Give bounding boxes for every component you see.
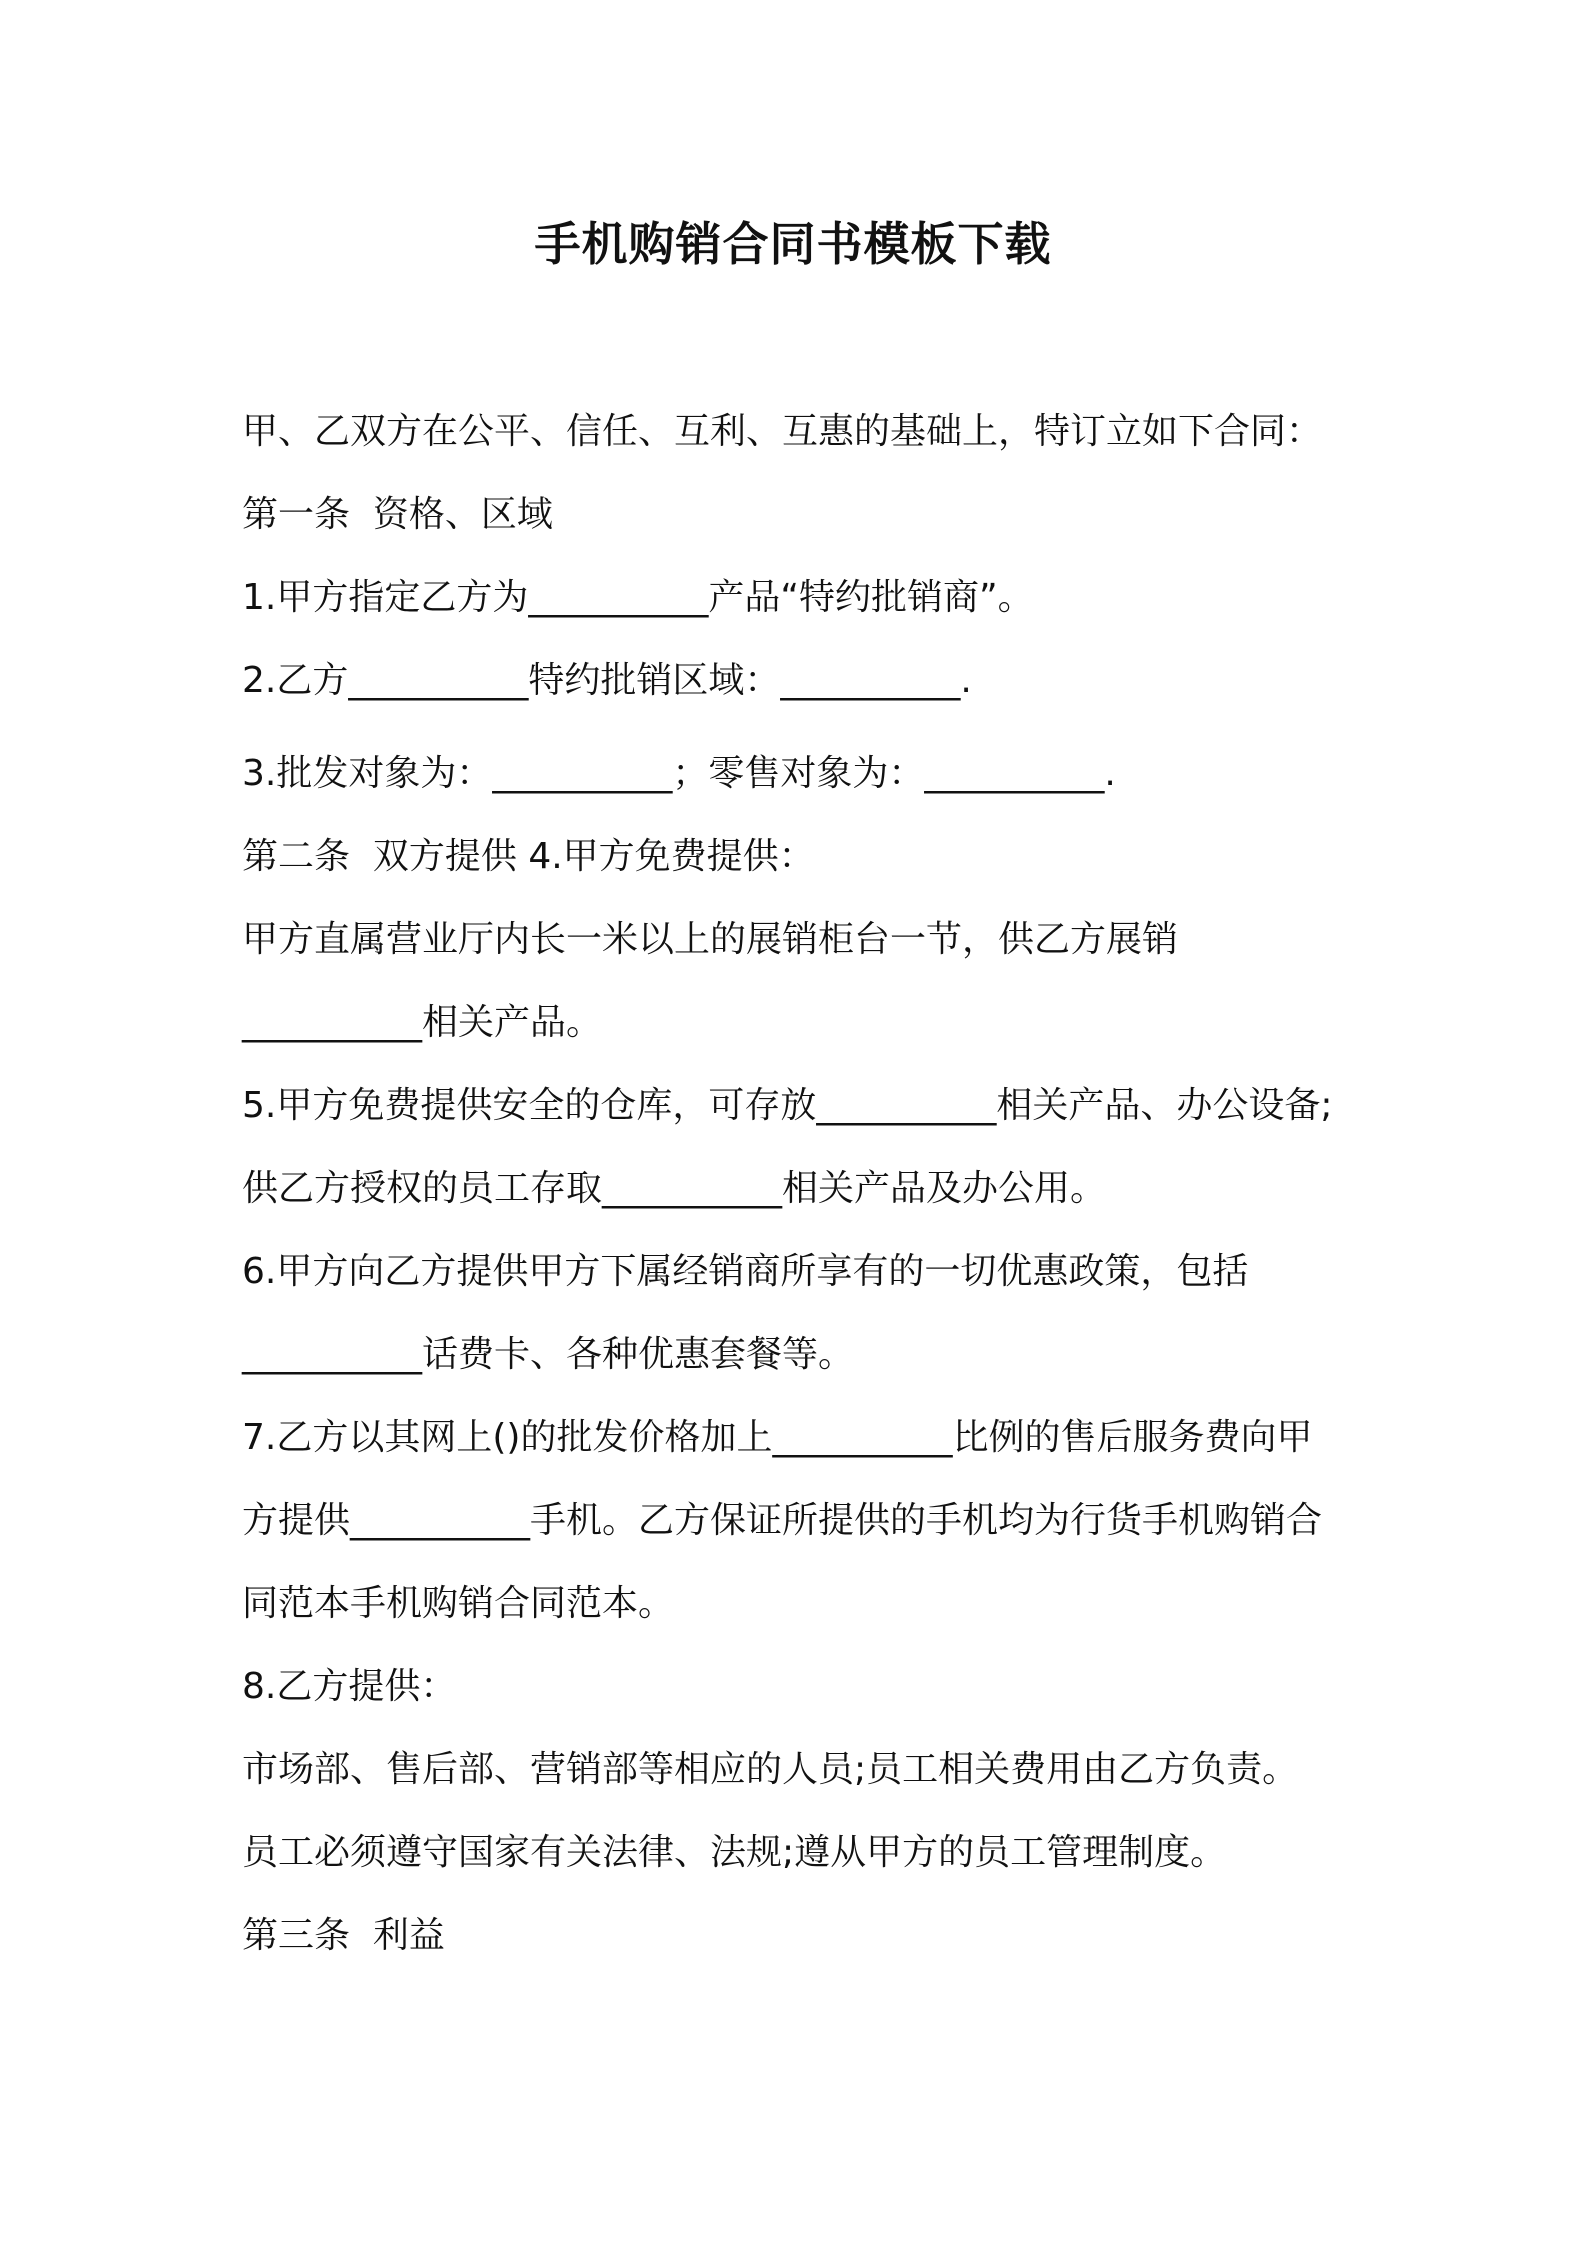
clause-8-line-1: 市场部、售后部、营销部等相应的人员;员工相关费用由乙方负责。 <box>242 1749 1299 1790</box>
clause-7-line-3: 同范本手机购销合同范本。 <box>242 1583 675 1624</box>
clause-4-text-line-2: __________相关产品。 <box>242 1002 603 1043</box>
clause-5-line-1: 5.甲方免费提供安全的仓库，可存放__________相关产品、办公设备; <box>242 1085 1333 1126</box>
clause-2: 2.乙方__________特约批销区域：__________. <box>242 660 972 701</box>
clause-7-line-1: 7.乙方以其网上()的批发价格加上__________比例的售后服务费向甲 <box>242 1417 1313 1458</box>
clause-6-line-1: 6.甲方向乙方提供甲方下属经销商所享有的一切优惠政策，包括 <box>242 1251 1249 1292</box>
clause-3: 3.批发对象为：__________；零售对象为：__________. <box>242 753 1116 794</box>
clause-8-line-2: 员工必须遵守国家有关法律、法规;遵从甲方的员工管理制度。 <box>242 1832 1227 1873</box>
clause-8-heading: 8.乙方提供： <box>242 1666 457 1707</box>
article-3-heading: 第三条 利益 <box>242 1915 445 1956</box>
clause-5-line-2: 供乙方授权的员工存取__________相关产品及办公用。 <box>242 1168 1107 1209</box>
intro-paragraph: 甲、乙双方在公平、信任、互利、互惠的基础上，特订立如下合同： <box>242 411 1323 452</box>
article-2-heading: 第二条 双方提供 4.甲方免费提供： <box>242 836 815 877</box>
clause-7-line-2: 方提供__________手机。乙方保证所提供的手机均为行货手机购销合 <box>242 1500 1323 1541</box>
clause-1: 1.甲方指定乙方为__________产品“特约批销商”。 <box>242 577 1034 618</box>
document-title: 手机购销合同书模板下载 <box>534 217 1052 271</box>
clause-6-line-2: __________话费卡、各种优惠套餐等。 <box>242 1334 855 1375</box>
article-1-heading: 第一条 资格、区域 <box>242 494 553 535</box>
clause-4-text-line-1: 甲方直属营业厅内长一米以上的展销柜台一节，供乙方展销 <box>242 919 1179 960</box>
